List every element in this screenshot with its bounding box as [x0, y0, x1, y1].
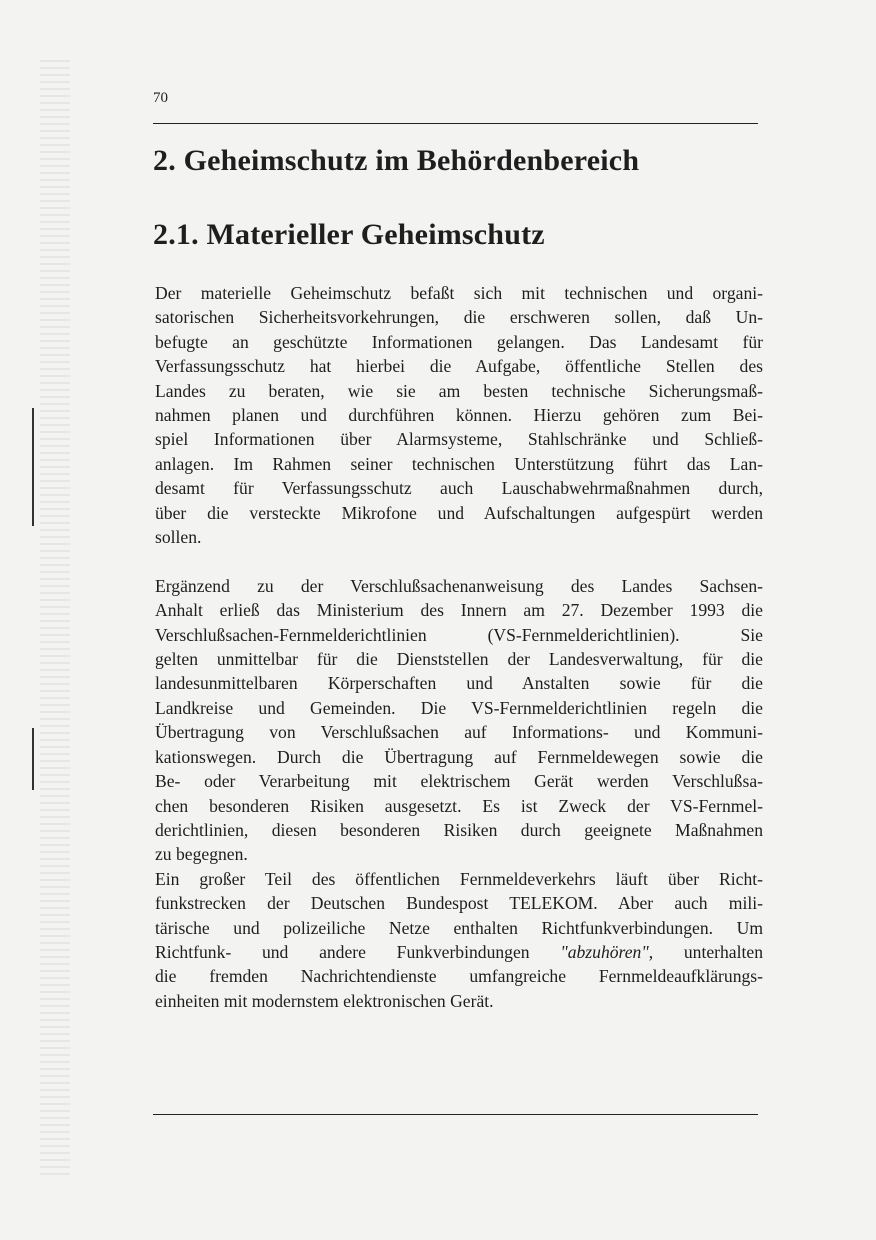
quoted-term: "abzuhören" [560, 941, 649, 962]
text-line: spiel Informationen über Alarmsysteme, Stahlschränke und Schließ- [155, 429, 763, 450]
text-line: befugte an geschützte Informationen gelangen. Das Landesamt für [155, 331, 763, 352]
page-number: 70 [153, 90, 168, 106]
margin-mark [32, 408, 34, 526]
text-line: anlagen. Im Rahmen seiner technischen Unterstützung führt das Lan- [155, 453, 763, 474]
text-line: tärische und polizeiliche Netze enthalten Richtfunkverbindungen. Um [155, 917, 763, 938]
text-line: Ein großer Teil des öffentlichen Fernmeldeverkehrs läuft über Richt- [155, 868, 763, 889]
text-line: Verschlußsachen-Fernmelderichtlinien (VS-Fernmelderichtlinien). Sie [155, 624, 763, 645]
text-line: Ergänzend zu der Verschlußsachenanweisung des Landes Sachsen- [155, 575, 763, 596]
chapter-heading: 2. Geheimschutz im Behördenbereich [153, 144, 640, 177]
text-line: funkstrecken der Deutschen Bundespost TELEKOM. Aber auch mili- [155, 893, 763, 914]
section-heading: 2.1. Materieller Geheimschutz [153, 218, 545, 251]
text-line: Der materielle Geheimschutz befaßt sich mit technischen und organi- [155, 283, 763, 303]
text-line: chen besonderen Risiken ausgesetzt. Es ist Zweck der VS-Fernmel- [155, 795, 763, 816]
text-line: über die versteckte Mikrofone und Aufschaltungen aufgespürt werden [155, 502, 763, 523]
text-line: landesunmittelbaren Körperschaften und Anstalten sowie für die [155, 673, 763, 694]
text-line: die fremden Nachrichtendienste umfangreiche Fernmeldeaufklärungs- [155, 966, 763, 987]
text-line: Landes zu beraten, wie sie am besten technische Sicherungsmaß- [155, 380, 763, 401]
text-line: Be- oder Verarbeitung mit elektrischem Gerät werden Verschlußsa- [155, 771, 763, 792]
scan-edge-artifact [40, 60, 70, 1180]
paragraph-gap [155, 549, 763, 573]
text-fragment: , unterhalten [648, 941, 763, 962]
text-line [155, 940, 763, 964]
text-fragment: Richtfunk- und andere Funkverbindungen [155, 941, 561, 962]
text-line: Landkreise und Gemeinden. Die VS-Fernmelderichtlinien regeln die [155, 697, 763, 718]
text-line: kationswegen. Durch die Übertragung auf Fernmeldewegen sowie die [155, 746, 763, 767]
text-line: nahmen planen und durchführen können. Hierzu gehören zum Bei- [155, 405, 763, 426]
text-line: desamt für Verfassungsschutz auch Lauschabwehrmaßnahmen durch, [155, 478, 763, 499]
text-line: gelten unmittelbar für die Dienststellen der Landesverwaltung, für die [155, 649, 763, 670]
text-line: einheiten mit modernstem elektronischen Gerät. [155, 990, 494, 1011]
paragraph-2 [155, 574, 763, 867]
paragraph-3 [155, 867, 763, 1013]
text-line: sollen. [155, 527, 202, 548]
text-line: zu begegnen. [155, 844, 248, 865]
footer-rule [153, 1114, 758, 1115]
text-line: derichtlinien, diesen besonderen Risiken durch geeignete Maßnahmen [155, 819, 763, 840]
text-line: Anhalt erließ das Ministerium des Innern am 27. Dezember 1993 die [155, 600, 763, 621]
header-rule [153, 123, 758, 124]
margin-mark [32, 728, 34, 790]
body-text [155, 281, 763, 1013]
text-line: Übertragung von Verschlußsachen auf Informations- und Kommuni- [155, 722, 763, 743]
paragraph-1 [155, 281, 763, 549]
text-line: satorischen Sicherheitsvorkehrungen, die erschweren sollen, daß Un- [155, 307, 763, 328]
text-line: Verfassungsschutz hat hierbei die Aufgabe, öffentliche Stellen des [155, 356, 763, 377]
